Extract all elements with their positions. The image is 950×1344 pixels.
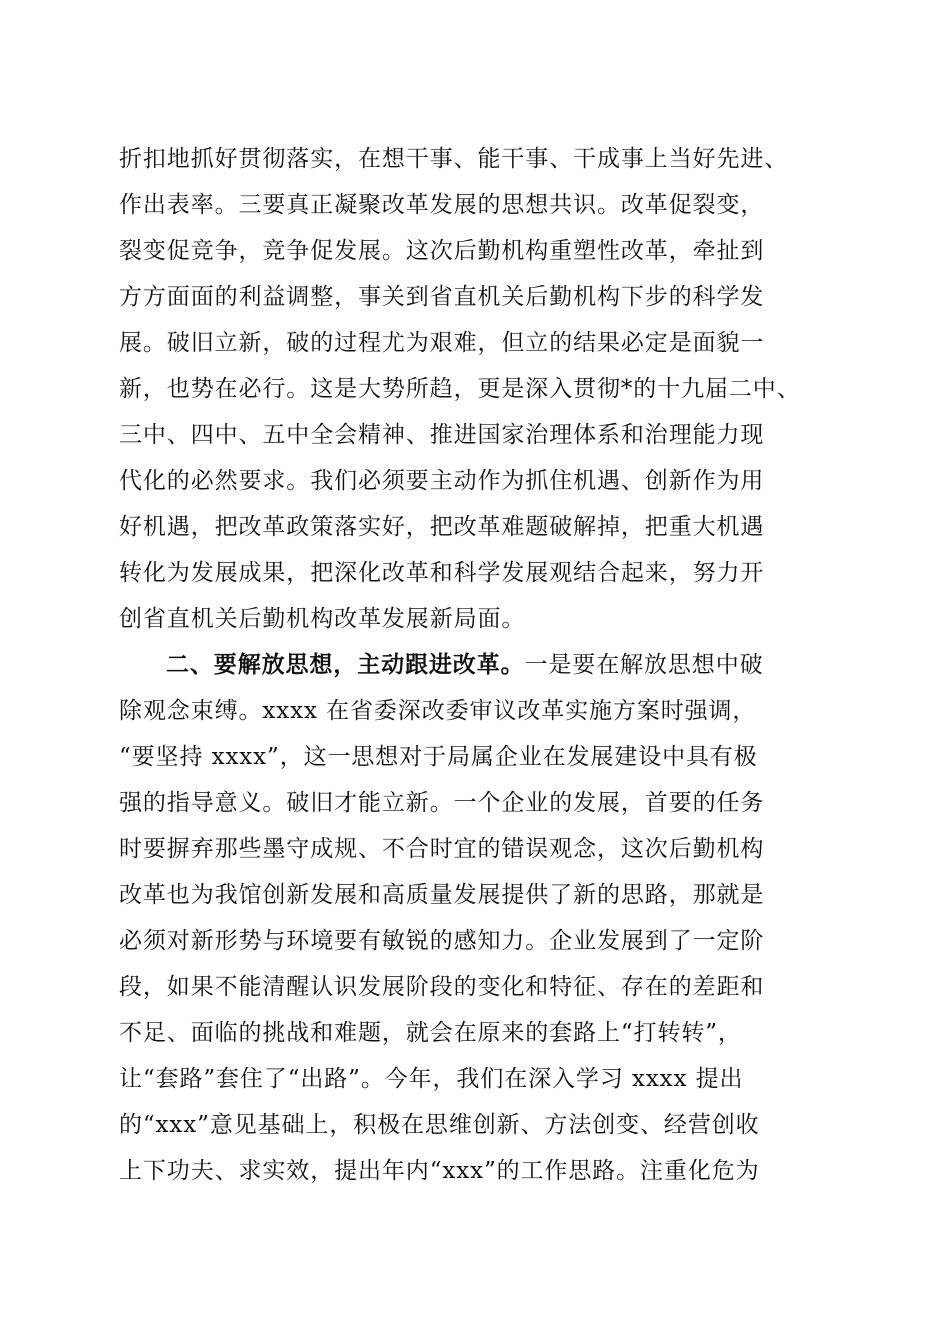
section-heading: 二、要解放思想，主动跟进改革。 xyxy=(166,651,525,678)
paragraph2-line-8: 段，如果不能清醒认识发展阶段的变化和特征、存在的差距和 xyxy=(119,974,765,1000)
paragraph1-line-4: 方方面面的利益调整，事关到省直机关后勤机构下步的科学发 xyxy=(119,284,765,310)
paragraph2-first-line xyxy=(166,645,764,685)
paragraph2-line-5: 时要摒弃那些墨守成规、不合时宜的错误观念，这次后勤机构 xyxy=(119,836,765,862)
paragraph1-line-11: 创省直机关后勤机构改革发展新局面。 xyxy=(119,606,526,632)
paragraph2-line-12: 上下功夫、求实效，提出年内“xxx”的工作思路。注重化危为 xyxy=(119,1158,760,1184)
paragraph2-line-3: “要坚持 xxxx”，这一思想对于局属企业在发展建设中具有极 xyxy=(119,744,758,770)
paragraph2-line-9: 不足、面临的挑战和难题，就会在原来的套路上“打转转”， xyxy=(119,1020,742,1046)
paragraph1-line-10: 转化为发展成果，把深化改革和科学发展观结合起来，努力开 xyxy=(119,560,765,586)
paragraph1-line-5: 展。破旧立新，破的过程尤为艰难，但立的结果必定是面貌一 xyxy=(119,330,765,356)
paragraph2-line-11: 的“xxx”意见基础上，积极在思维创新、方法创变、经营创收 xyxy=(119,1112,760,1138)
paragraph2-line-7: 必须对新形势与环境要有敏锐的感知力。企业发展到了一定阶 xyxy=(119,928,765,954)
paragraph2-first-line-rest: 一是要在解放思想中破 xyxy=(524,652,764,678)
paragraph1-line-6: 新，也势在必行。这是大势所趋，更是深入贯彻*的十九届二中、 xyxy=(119,376,801,402)
paragraph2-line-10: 让“套路”套住了“出路”。今年，我们在深入学习 xxxx 提出 xyxy=(119,1066,744,1092)
paragraph1-line-1: 折扣地抓好贯彻落实，在想干事、能干事、干成事上当好先进、 xyxy=(119,146,789,172)
paragraph2-line-4: 强的指导意义。破旧才能立新。一个企业的发展，首要的任务 xyxy=(119,790,765,816)
paragraph1-line-9: 好机遇，把改革政策落实好，把改革难题破解掉，把重大机遇 xyxy=(119,514,765,540)
paragraph1-line-8: 代化的必然要求。我们必须要主动作为抓住机遇、创新作为用 xyxy=(119,468,765,494)
paragraph1-line-2: 作出表率。三要真正凝聚改革发展的思想共识。改革促裂变， xyxy=(119,192,765,218)
paragraph2-line-6: 改革也为我馆创新发展和高质量发展提供了新的思路，那就是 xyxy=(119,882,765,908)
paragraph2-line-2: 除观念束缚。xxxx 在省委深改委审议改革实施方案时强调， xyxy=(119,698,757,724)
paragraph1-line-7: 三中、四中、五中全会精神、推进国家治理体系和治理能力现 xyxy=(119,422,765,448)
paragraph1-line-3: 裂变促竞争，竞争促发展。这次后勤机构重塑性改革，牵扯到 xyxy=(119,238,765,264)
